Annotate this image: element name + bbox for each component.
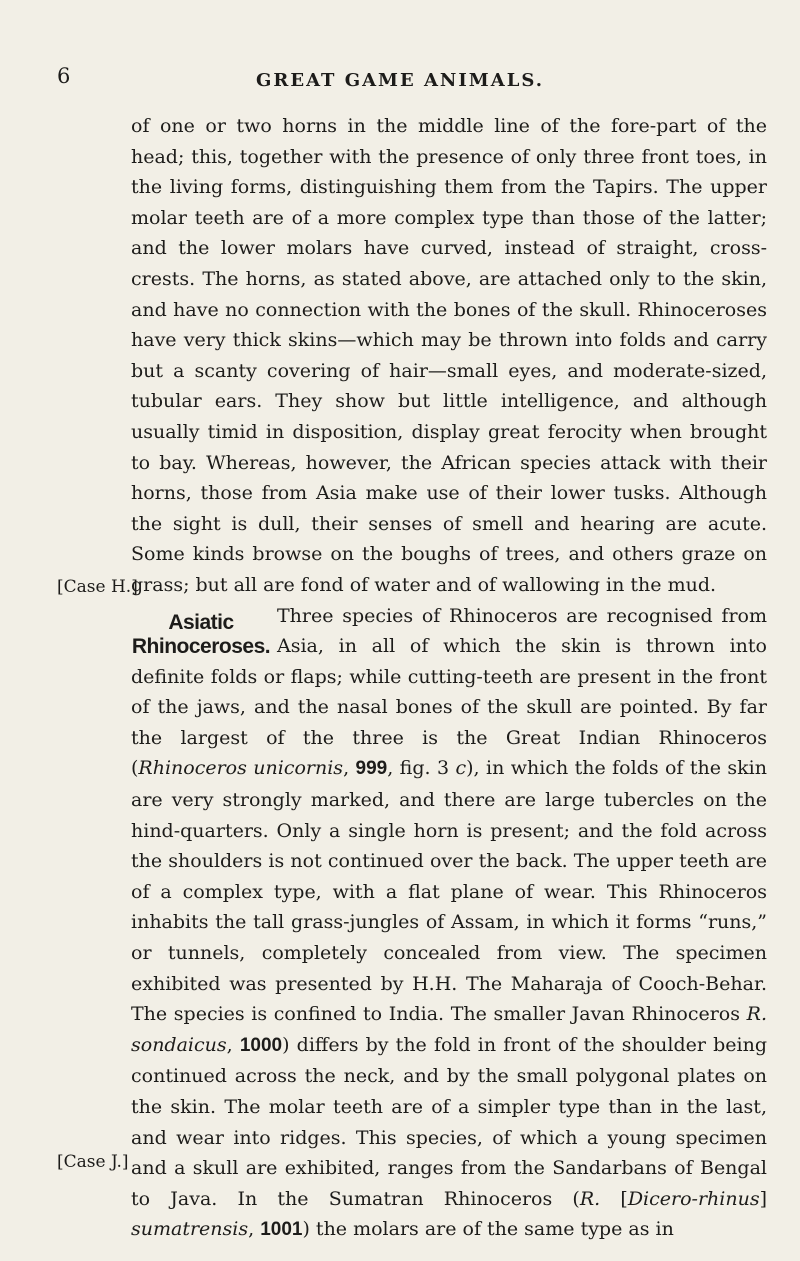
- genus-name: Dicero-rhinus: [627, 1187, 760, 1210]
- text-run: ,: [248, 1218, 261, 1241]
- text-run: ) differs by the fold in front of the shoulder being continued across the neck, and by the small polygonal plates on the skin. The molar teeth are of a simpler type than in the last, and wear into ridges. This species, of which a young specimen and a skull are exhibited, ranges from the Sandarbans of Bengal to Java. In the Sumatran Rhinoceros (: [131, 1033, 767, 1210]
- side-heading: [131, 611, 271, 659]
- running-head: GREAT GAME ANIMALS.: [256, 70, 544, 91]
- text-run: , fig. 3: [387, 757, 456, 780]
- side-heading-line: Asiatic: [168, 610, 234, 634]
- margin-note-case-j: [Case J.]: [57, 1152, 129, 1172]
- text-run: ), in which the folds of the skin are very strongly marked, and there are large tubercles on the hind-quarters. Only a single horn is present; and the fold across the shoulders is not continued over the back. The upper teeth are of a complex type, with a flat plane of wear. This Rhinoceros inhabits the tall grass-jungles of Assam, in which it forms “runs,” or tunnels, completely concealed from view. The specimen exhibited was presented by H.H. The Maharaja of Cooch-Behar. The species is confined to India. The smaller Javan Rhinoceros: [131, 757, 767, 1026]
- text-run: ,: [343, 757, 356, 780]
- text-run: [: [600, 1187, 628, 1210]
- specimen-number: 999: [355, 758, 388, 780]
- page-number: 6: [57, 64, 71, 88]
- text-run: Three species of Rhinoceros are recognised from Asia, in all of which the skin is thrown into definite folds or flaps; while cutting-teeth are present in the front of the jaws, and the nasal bones of the skull are pointed. By far the largest of the three is the Great Indian Rhinoceros (: [131, 604, 767, 780]
- text-run: ]: [759, 1187, 767, 1210]
- margin-note-case-h: [Case H.]: [57, 577, 138, 597]
- figure-letter: c: [455, 757, 467, 780]
- text-run: ) the molars are of the same type as in: [302, 1218, 674, 1241]
- species-name: R. sondaicus: [131, 1003, 767, 1056]
- species-name: R.: [579, 1187, 601, 1210]
- paragraph: [131, 601, 767, 1246]
- species-name: Rhinoceros unicornis: [138, 757, 344, 780]
- specimen-number: 1000: [239, 1034, 283, 1056]
- side-heading-line: Rhinoceroses.: [131, 634, 271, 658]
- species-name: sumatrensis: [131, 1218, 249, 1241]
- body-text: [131, 111, 767, 1246]
- text-run: ,: [226, 1033, 240, 1056]
- specimen-number: 1001: [260, 1219, 303, 1241]
- paragraph: of one or two horns in the middle line of the fore-part of the head; this, together with the presence of only three front toes, in the living forms, distinguishing them from the Tapirs. The upper molar teeth are of a more complex type than those of the latter; and the lower molars have curved, instead of straight, cross-crests. The horns, as stated above, are attached only to the skin, and have no connection with the bones of the skull. Rhinoceroses have very thick skins—which may be thrown into folds and carry but a scanty covering of hair—small eyes, and moderate-sized, tubular ears. They show but little intelligence, and although usually timid in disposition, display great ferocity when brought to bay. Whereas, however, the African species attack with their horns, those from Asia make use of their lower tusks. Although the sight is dull, their senses of smell and hearing are acute. Some kinds browse on the boughs of trees, and others graze on grass; but all are fond of water and of wallowing in the mud.: [131, 115, 767, 596]
